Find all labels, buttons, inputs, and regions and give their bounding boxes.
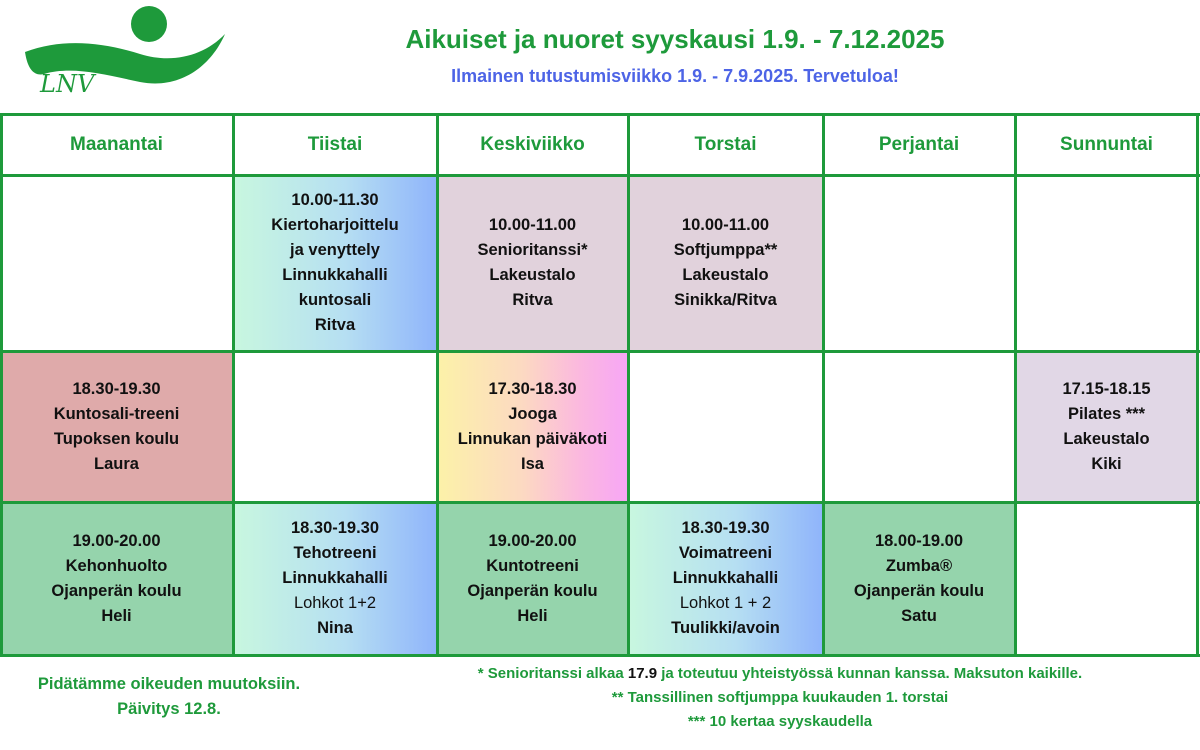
empty-cell	[1015, 175, 1198, 351]
class-info: Pilates ***	[1067, 404, 1146, 423]
class-cell	[0, 502, 233, 655]
grid-line	[0, 113, 3, 657]
grid-line	[0, 113, 1200, 116]
note-senioritanssi: * Senioritanssi alkaa 17.9 ja toteutuu yhteistyössä kunnan kanssa. Maksuton kaikille.	[477, 665, 1083, 682]
class-cell	[437, 175, 628, 351]
class-time: 17.30-18.30	[488, 379, 577, 398]
logo-text: LNV	[40, 70, 95, 98]
grid-line	[627, 113, 630, 657]
day-header-tiistai: Tiistai	[307, 133, 363, 155]
class-time: 19.00-20.00	[488, 531, 577, 550]
class-cell	[1015, 351, 1198, 502]
class-info: Lakeustalo	[489, 266, 576, 284]
empty-cell	[1015, 502, 1198, 655]
class-info: Ojanperän koulu	[51, 581, 182, 600]
class-info: Satu	[901, 606, 937, 625]
class-cell	[233, 502, 437, 655]
class-info: Lakeustalo	[682, 266, 769, 284]
class-time: 10.00-11.00	[488, 216, 577, 234]
class-time: 17.15-18.15	[1062, 379, 1151, 398]
day-header-maanantai: Maanantai	[70, 133, 163, 155]
class-time: 10.00-11.00	[681, 216, 770, 234]
class-info: Tehotreeni	[293, 544, 377, 562]
class-info: Kuntotreeni	[486, 556, 579, 575]
page-title: Aikuiset ja nuoret syyskausi 1.9. - 7.12.2025	[405, 24, 945, 54]
empty-cell	[628, 351, 823, 502]
class-info: Ojanperän koulu	[853, 581, 985, 600]
class-time: 18.30-19.30	[72, 379, 161, 398]
empty-cell	[823, 351, 1015, 502]
class-info: Laura	[94, 454, 139, 473]
disclaimer-text: Pidätämme oikeuden muutoksiin.	[37, 675, 301, 693]
class-info: Nina	[317, 619, 353, 637]
class-info: kuntosali	[298, 291, 372, 309]
note-softjumppa: ** Tanssillinen softjumppa kuukauden 1. torstai	[611, 689, 949, 706]
update-date-text: Päivitys 12.8.	[117, 700, 221, 718]
grid-line	[0, 174, 1200, 177]
class-info: Ojanperän koulu	[467, 581, 598, 600]
empty-cell	[823, 175, 1015, 351]
class-info: Senioritanssi*	[477, 241, 588, 259]
class-info: Lohkot 1 + 2	[679, 594, 772, 612]
page-subtitle: Ilmainen tutustumisviikko 1.9. - 7.9.2025. Tervetuloa!	[451, 66, 899, 86]
class-time: 18.30-19.30	[290, 519, 380, 537]
class-info: Ritva	[512, 291, 553, 309]
grid-line	[0, 654, 1200, 657]
class-cell	[823, 502, 1015, 655]
class-info: Jooga	[508, 404, 557, 423]
class-info: Heli	[101, 606, 132, 625]
class-cell	[437, 502, 628, 655]
class-info: Zumba®	[885, 556, 953, 575]
class-info: Linnukkahalli	[282, 266, 388, 284]
class-cell	[233, 175, 437, 351]
class-info: Heli	[517, 606, 548, 625]
class-info: Sinikka/Ritva	[674, 291, 777, 309]
note-pilates: *** 10 kertaa syyskaudella	[687, 713, 873, 730]
class-info: Linnukan päiväkoti	[457, 429, 608, 448]
class-info: Ritva	[314, 316, 356, 334]
class-info: Kehonhuolto	[65, 556, 168, 575]
class-info: Linnukkahalli	[672, 569, 779, 587]
class-info: Lohkot 1+2	[293, 594, 377, 612]
grid-line	[436, 113, 439, 657]
class-time: 18.00-19.00	[874, 531, 964, 550]
class-time: 19.00-20.00	[72, 531, 161, 550]
class-info: Tupoksen koulu	[53, 429, 180, 448]
class-info: Kiertoharjoittelu	[271, 216, 399, 234]
grid-line	[0, 350, 1200, 353]
day-header-keskiviikko: Keskiviikko	[480, 133, 585, 155]
day-header-sunnuntai: Sunnuntai	[1060, 133, 1153, 155]
grid-line	[0, 501, 1200, 504]
class-info: Kiki	[1091, 454, 1122, 473]
grid-line	[232, 113, 235, 657]
class-cell	[0, 351, 233, 502]
class-info: Tuulikki/avoin	[671, 619, 780, 637]
grid-line	[1196, 113, 1199, 657]
day-header-torstai: Torstai	[694, 133, 757, 155]
footer-notes	[420, 662, 1140, 734]
empty-cell	[0, 175, 233, 351]
class-info: Kuntosali-treeni	[53, 404, 180, 423]
class-cell	[628, 175, 823, 351]
class-info: Softjumppa**	[673, 241, 778, 259]
grid-line	[1014, 113, 1017, 657]
class-info: Voimatreeni	[678, 544, 773, 562]
empty-cell	[233, 351, 437, 502]
footer-left	[0, 672, 338, 722]
lnv-logo	[22, 4, 227, 100]
class-time: 18.30-19.30	[681, 519, 770, 537]
day-header-perjantai: Perjantai	[878, 133, 960, 155]
class-time: 10.00-11.30	[291, 191, 379, 209]
class-info: Linnukkahalli	[282, 569, 388, 587]
grid-line	[822, 113, 825, 657]
class-info: Lakeustalo	[1063, 429, 1150, 448]
class-cell	[437, 351, 628, 502]
class-info: ja venyttely	[290, 241, 380, 259]
class-info: Isa	[521, 454, 544, 473]
class-cell	[628, 502, 823, 655]
